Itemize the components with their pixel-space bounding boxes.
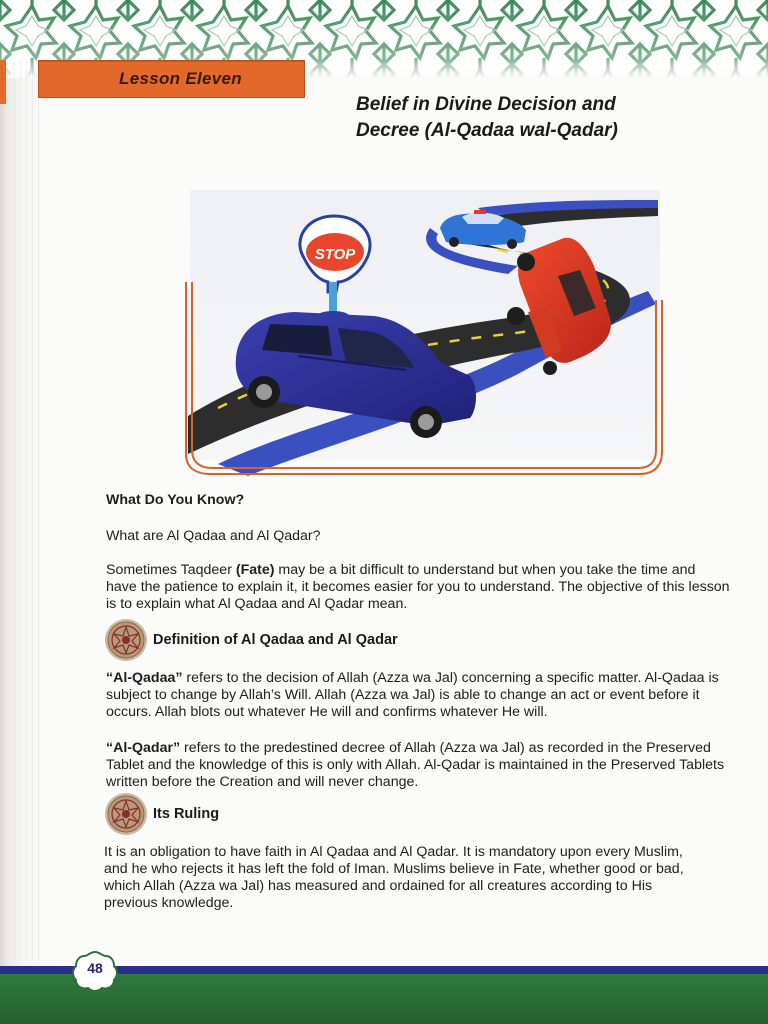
stop-sign-text: STOP bbox=[314, 246, 356, 263]
intro-text-end: may be a bit difficult to understand but when you take the time and have the patience to explain it, it becomes easier for you to understand. The objective of this lesson is to explain what Al Qadaa and Al Qadar mean. bbox=[106, 562, 730, 612]
intro-text-start: Sometimes Taqdeer bbox=[106, 562, 236, 578]
intro-paragraph bbox=[106, 562, 730, 613]
medallion-icon bbox=[104, 618, 148, 662]
lesson-title-line-1: Belief in Divine Decision and bbox=[356, 94, 616, 115]
intro-heading: What Do You Know? bbox=[106, 492, 245, 508]
ruling-heading: Its Ruling bbox=[153, 806, 220, 822]
lesson-tab bbox=[38, 60, 305, 98]
qadaa-paragraph bbox=[106, 670, 732, 721]
definition-section-head bbox=[104, 618, 398, 662]
medallion-icon bbox=[104, 792, 148, 836]
qadar-text: refers to the predestined decree of Allah (Azza wa Jal) as recorded in the Preserved Tablet and the knowledge of this is only with Allah. Al-Qadar is maintained in the Preserved Tablets written before the Creation and will never change. bbox=[106, 740, 725, 790]
qadar-paragraph bbox=[106, 740, 734, 791]
toy-cars-illustration bbox=[178, 186, 670, 482]
lesson-title-line-2: Decree (Al-Qadaa wal-Qadar) bbox=[356, 120, 618, 141]
qadar-term: “Al-Qadar” bbox=[106, 740, 181, 756]
lesson-title bbox=[356, 92, 696, 144]
book-binding-shadow bbox=[14, 60, 40, 960]
intro-text-bold: (Fate) bbox=[235, 562, 275, 578]
ruling-section-head bbox=[104, 792, 219, 836]
ruling-paragraph: It is an obligation to have faith in Al Qadaa and Al Qadar. It is mandatory upon every Muslim, and he who rejects it has left the fold of Iman. Muslims believe in Fate, whether good or bad, which Allah (Azza wa Jal) has measured and ordained for all creatures according to His previous knowledge. bbox=[104, 844, 684, 911]
intro-question: What are Al Qadaa and Al Qadar? bbox=[106, 528, 321, 544]
lesson-tab-edge bbox=[0, 60, 6, 104]
definition-heading: Definition of Al Qadaa and Al Qadar bbox=[153, 632, 398, 648]
lesson-label: Lesson Eleven bbox=[119, 69, 242, 88]
qadaa-text: refers to the decision of Allah (Azza wa Jal) concerning a specific matter. Al-Qadaa is subject to change by Allah’s Will. Allah (Azza wa Jal) is able to change an act or event before it occurs. Allah blots out whatever He will and confirms whatever He will. bbox=[106, 670, 719, 720]
page-number: 48 bbox=[87, 960, 103, 976]
qadaa-term: “Al-Qadaa” bbox=[106, 670, 183, 686]
